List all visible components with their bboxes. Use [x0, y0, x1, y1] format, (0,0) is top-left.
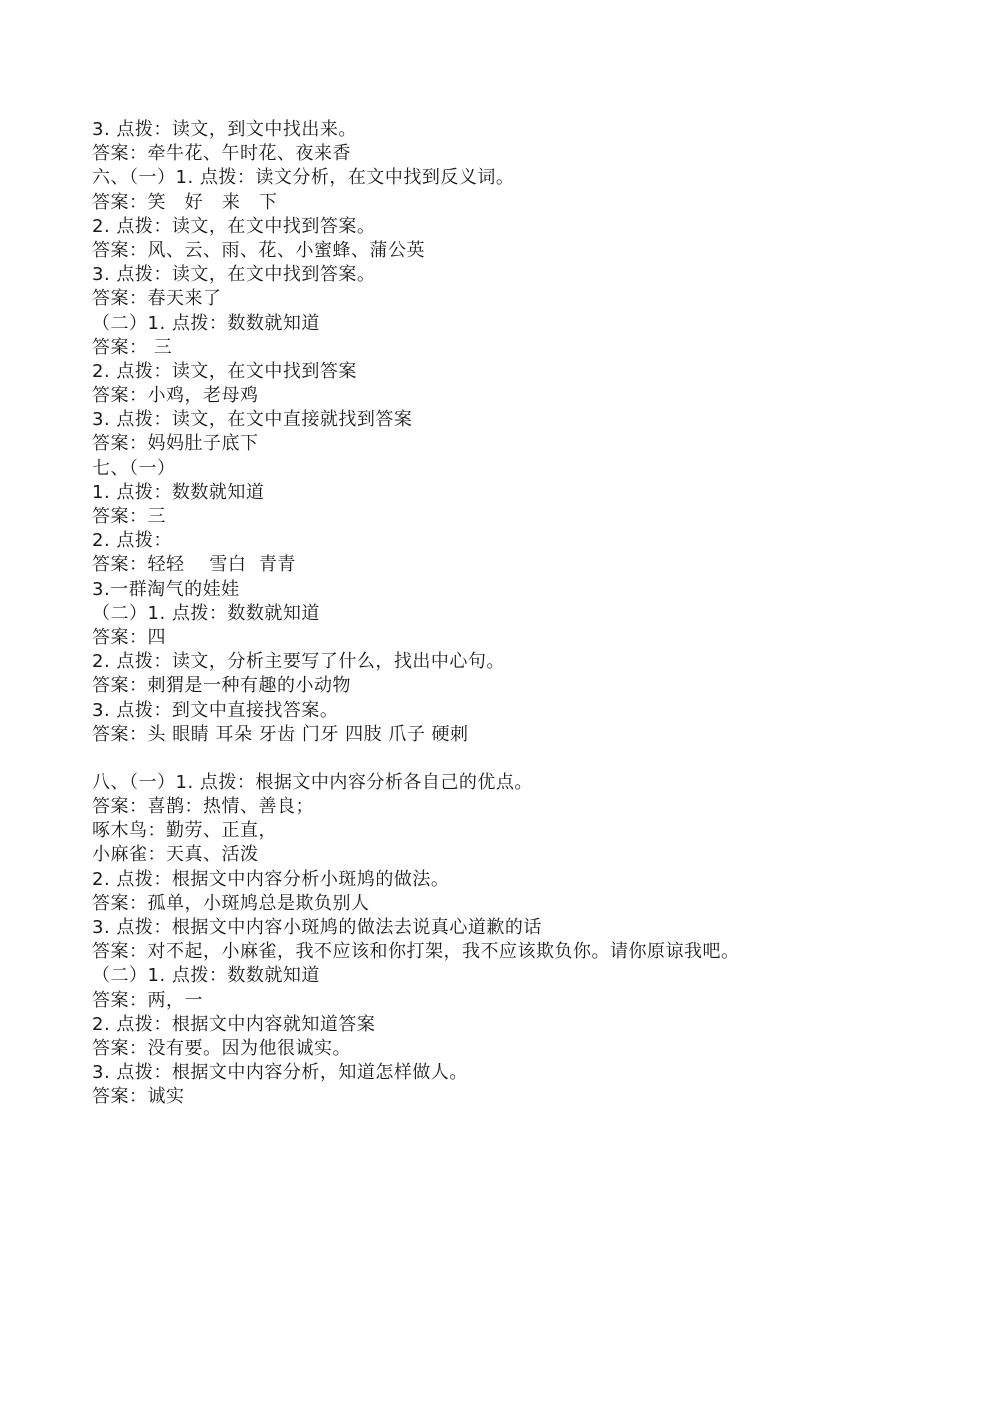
text-line: 七、（一） — [92, 457, 176, 479]
text-line: 答案：三 — [92, 506, 166, 527]
text-line: （二）1. 点拨：数数就知道 — [92, 965, 320, 987]
answer-section-2 — [92, 771, 952, 1110]
text-line: 2. 点拨：读文，分析主要写了什么，找出中心句。 — [92, 651, 505, 673]
text-line: 答案：轻轻 雪白 青青 — [92, 554, 296, 576]
text-line: 1. 点拨：数数就知道 — [92, 481, 265, 503]
paragraph-gap — [92, 747, 952, 771]
text-line: 3. 点拨：读文，在文中直接就找到答案 — [92, 409, 413, 431]
text-line: 2. 点拨：根据文中内容分析小斑鸠的做法。 — [92, 868, 450, 890]
text-line: 答案：刺猬是一种有趣的小动物 — [92, 675, 351, 697]
text-line: 答案：头 眼睛 耳朵 牙齿 门牙 四肢 爪子 硬刺 — [92, 723, 469, 745]
text-line: 3. 点拨：读文，在文中找到答案。 — [92, 264, 376, 286]
text-line: 答案：春天来了 — [92, 288, 222, 310]
text-line: 八、（一）1. 点拨：根据文中内容分析各自己的优点。 — [92, 771, 533, 793]
text-line: 答案：笑 好 来 下 — [92, 191, 278, 213]
text-line: 六、（一）1. 点拨：读文分析，在文中找到反义词。 — [92, 167, 515, 189]
answer-document — [92, 118, 952, 1110]
text-line: 2. 点拨：读文，在文中找到答案 — [92, 360, 357, 382]
text-line: 3. 点拨：到文中直接找答案。 — [92, 699, 339, 721]
text-line: 答案： 三 — [92, 336, 173, 358]
text-line: 2. 点拨：读文，在文中找到答案。 — [92, 215, 376, 237]
text-line: 答案：四 — [92, 626, 166, 648]
text-line: 答案：小鸡，老母鸡 — [92, 385, 259, 407]
text-line: 3.一群淘气的娃娃 — [92, 578, 240, 600]
text-line: 答案：孤单，小斑鸠总是欺负别人 — [92, 892, 370, 914]
text-line: 3. 点拨：读文，到文中找出来。 — [92, 119, 357, 140]
answer-section-1 — [92, 118, 952, 747]
text-line: 2. 点拨：根据文中内容就知道答案 — [92, 1013, 376, 1035]
text-line: 答案：妈妈肚子底下 — [92, 433, 259, 455]
text-line: （二）1. 点拨：数数就知道 — [92, 312, 320, 334]
text-line: 答案：对不起，小麻雀，我不应该和你打架，我不应该欺负你。请你原谅我吧。 — [92, 941, 740, 963]
text-line: 答案：诚实 — [92, 1086, 185, 1108]
text-line: 答案：喜鹊：热情、善良； — [92, 796, 314, 818]
text-line: 啄木鸟：勤劳、正直， — [92, 820, 277, 842]
text-line: 答案：两，一 — [92, 989, 203, 1011]
text-line: 小麻雀：天真、活泼 — [92, 844, 259, 866]
text-line: 2. 点拨： — [92, 530, 172, 552]
text-line: 3. 点拨：根据文中内容分析，知道怎样做人。 — [92, 1062, 468, 1084]
text-line: 答案：牵牛花、午时花、夜来香 — [92, 143, 351, 165]
text-line: 3. 点拨：根据文中内容小斑鸠的做法去说真心道歉的话 — [92, 917, 542, 938]
text-line: （二）1. 点拨：数数就知道 — [92, 602, 320, 624]
text-line: 答案：没有要。因为他很诚实。 — [92, 1037, 351, 1059]
text-line: 答案：风、云、雨、花、小蜜蜂、蒲公英 — [92, 239, 425, 261]
